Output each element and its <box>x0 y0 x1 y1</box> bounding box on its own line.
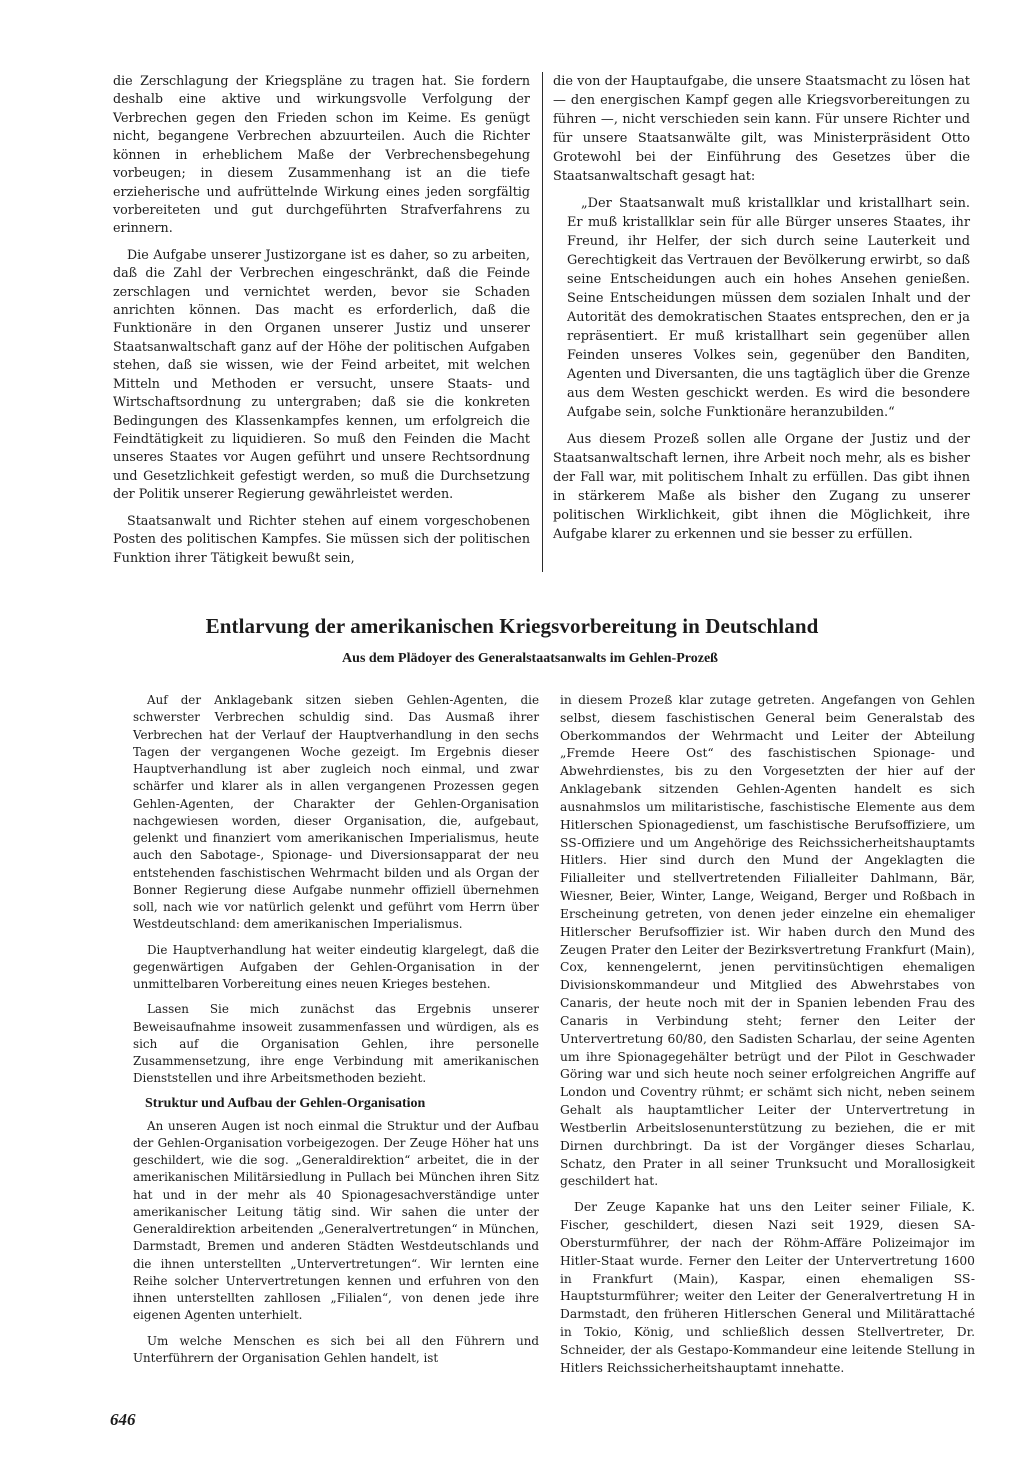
article-left-column <box>133 692 539 1375</box>
block-quote: „Der Staatsanwalt muß kristallklar und kristallhart sein. Er muß kristallklar sein für alle Bürger unseres Staates, ihr Freund, ihr Helfer, der sich durch seine Lauterkeit und Gerechtigkeit das Vertrauen der Bevölkerung erwirbt, so daß seine Entscheidungen auch ein hohes Ansehen genießen. Seine Entscheidungen müssen dem sozialen Inhalt und der Autorität des demokratischen Staates entsprechen, den er ja repräsentiert. Er muß kristallhart sein gegenüber allen Feinden unseres Volkes sein, gegenüber den Banditen, Agenten und Diversanten, die uns tagtäglich über die Grenze aus dem Westen geschickt werden. Es wird die besondere Aufgabe sein, solche Funktionäre heranzubilden.“ <box>567 196 970 420</box>
article-title: Entlarvung der amerikanischen Kriegsvorbereitung in Deutschland <box>205 614 819 638</box>
paragraph: Aus diesem Prozeß sollen alle Organe der Justiz und der Staatsanwaltschaft lernen, ihre Arbeit noch mehr, als es bisher der Fall war, mit politischem Inhalt zu erfüllen. Das gibt ihnen in stärkerem Maße als bisher den Zugang zu unserer politischen Wirklichkeit, gibt ihnen die Möglichkeit, ihre Aufgabe klarer zu erkennen und sie besser zu erfüllen. <box>553 432 970 542</box>
paragraph: Die Aufgabe unserer Justizorgane ist es daher, so zu arbeiten, daß die Zahl der Verbrechen eingeschränkt, daß die Feinde zerschlagen und vernichtet werden, bevor sie Schaden anrichten können. Das macht es erforderlich, daß die Funktionäre in den Organen unserer Justiz und unserer Staatsanwaltschaft ganz auf der Höhe der politischen Aufgaben stehen, daß sie wissen, wie der Feind arbeitet, mit welchen Mitteln und Methoden er versucht, unsere Staats- und Wirtschaftsordnung zu untergraben; daß sie die konkreten Bedingungen des Klassenkampfes kennen, um erfolgreich die Feindtätigkeit zu liquidieren. So muß den Feinden die Macht unseres Staates vor Augen geführt und unsere Rechtsordnung und Gesetzlichkeit gefestigt werden, so muß die Durchsetzung der Politik unserer Regierung gewährleistet werden. <box>113 246 530 502</box>
page-number: 646 <box>110 1410 136 1429</box>
paragraph: An unseren Augen ist noch einmal die Struktur und der Aufbau der Gehlen-Organisation vorbeigezogen. Der Zeuge Höher hat uns geschildert, wie die sog. „Generaldirektion“ arbeitet, die in der amerikanischen Militärsiedlung in Pullach bei München ihren Sitz hat und in der mehr als 40 Spionagesachverständige unter amerikanischer Leitung tätig sind. Wir sahen die unter der Generaldirektion arbeitenden „Generalvertretungen“ in München, Darmstadt, Bremen und anderen Städten Westdeutschlands und die ihnen unterstellten „Untervertretungen“. Wir lernten eine Reihe solcher Untervertretungen kennen und erfuhren von den ihnen unterstellten zahllosen „Filialen“, von denen jede ihre eigenen Agenten unterhielt. <box>133 1118 539 1323</box>
top-left-column <box>113 72 530 575</box>
top-right-column <box>553 72 970 552</box>
paragraph: die Zerschlagung der Kriegspläne zu tragen hat. Sie fordern deshalb eine aktive und wirkungsvolle Verfolgung der Verbrechen gegen den Frieden schon im Keime. Es genügt nicht, begangene Verbrechen abzuurteilen. Auch die Richter können in erheblichem Maße der Verbrechensbegehung vorbeugen; in diesem Zusammenhang ist an die tiefe erzieherische und aufrüttelnde Wirkung eines jeden sorgfältig vorbereiteten und gut durchgeführten Strafverfahrens zu erinnern. <box>113 73 530 236</box>
column-divider <box>542 72 543 572</box>
section-heading: Struktur und Aufbau der Gehlen-Organisation <box>145 1095 426 1111</box>
paragraph: Auf der Anklagebank sitzen sieben Gehlen-Agenten, die schwerster Verbrechen schuldig sind. Das Ausmaß ihrer Verbrechen hat der Verlauf der Hauptverhandlung in den sechs Tagen der vergangenen Woche gezeigt. Im Ergebnis dieser Hauptverhandlung ist aber zugleich noch einmal, und zwar schärfer und klarer als in allen vergangenen Prozessen gegen Gehlen-Agenten, der Charakter der Gehlen-Organisation nachgewiesen worden, dieser Organisation, die, aufgebaut, gelenkt und finanziert vom amerikanischen Imperialismus, heute auch den Sabotage-, Spionage- und Diversionsapparat der neu entstehenden faschistischen Wehrmacht bilden und als Organ der Bonner Regierung diese Aufgabe nunmehr offiziell übernehmen soll, nach wie vor natürlich gelenkt und geführt vom Herrn über Westdeutschland: dem amerikanischen Imperialismus. <box>133 693 539 932</box>
paragraph: Lassen Sie mich zunächst das Ergebnis unserer Beweisaufnahme insoweit zusammenfassen und würdigen, als es sich auf die Organisation Gehlen, ihre personelle Zusammensetzung, ihre enge Verbindung mit amerikanischen Dienststellen und ihre Arbeitsmethoden bezieht. <box>133 1002 539 1086</box>
paragraph: die von der Hauptaufgabe, die unsere Staatsmacht zu lösen hat — den energischen Kampf gegen alle Kriegsvorbereitungen zu führen —, nicht verschieden sein kann. Für unsere Richter und für unsere Staatsanwälte gilt, was Ministerpräsident Otto Grotewohl bei der Einführung des Gesetzes über die Staatsanwaltschaft gesagt hat: <box>553 74 970 184</box>
paragraph: Um welche Menschen es sich bei all den Führern und Unterführern der Organisation Gehlen handelt, ist <box>133 1333 539 1365</box>
article-right-column <box>560 692 975 1385</box>
paragraph: Staatsanwalt und Richter stehen auf einem vorgeschobenen Posten des politischen Kampfes. Sie müssen sich der politischen Funktion ihrer Tätigkeit bewußt sein, <box>113 512 530 565</box>
paragraph: Die Hauptverhandlung hat weiter eindeutig klargelegt, daß die gegenwärtigen Aufgaben der Gehlen-Organisation in der unmittelbaren Vorbereitung eines neuen Krieges bestehen. <box>133 942 539 991</box>
paragraph: Der Zeuge Kapanke hat uns den Leiter seiner Filiale, K. Fischer, geschildert, diesen Nazi seit 1929, diesen SA-Obersturmführer, der nach der Röhm-Affäre Polizeimajor im Hitler-Staat wurde. Ferner den Leiter der Untervertretung 1600 in Frankfurt (Main), Kaspar, einen ehemaligen SS-Hauptsturmführer; weiter den Leiter der Generalvertretung H in Darmstadt, den früheren Hitlerschen General und Militärattaché in Tokio, König, und schließlich dessen Stellvertreter, Dr. Schneider, der als Gestapo-Kommandeur eine leitende Stellung in Hitlers Reichssicherheitshauptamt innehatte. <box>560 1200 975 1375</box>
paragraph: in diesem Prozeß klar zutage getreten. Angefangen von Gehlen selbst, diesem faschistischen General beim Generalstab des Oberkommandos der Wehrmacht und Leiter der Abteilung „Fremde Heere Ost“ des faschistischen Spionage- und Abwehrdienstes, bis zu den Vorgesetzten der hier auf der Anklagebank sitzenden Gehlen-Agenten handelt es sich ausnahmslos um militaristische, faschistische Elemente aus dem Hitlerschen Spionagedienst, um faschistische Berufsoffiziere, um SS-Offiziere und um Angehörige des Reichssicherheitshauptamts Hitlers. Hier sind durch den Mund der Angeklagten die Filialleiter und stellvertretenden Filialleiter Dahlmann, Bär, Wiesner, Beier, Winter, Lange, Weigand, Berger und Roßbach in Erscheinung getreten, von denen jeder einzelne ein ehemaliger Hitlerscher Berufsoffizier ist. Wir haben durch den Mund des Zeugen Prater den Leiter der Bezirksvertretung Frankfurt (Main), Cox, kennengelernt, jenen pervitinsüchtigen ehemaligen Divisionskommandeur und Mitglied des Abwehrstabes von Canaris, der heute noch mit der in Spanien lebenden Frau des Canaris in Verbindung steht; ferner den Leiter der Untervertretung 60/80, den Sadisten Scharlau, der seine Agenten um ihre Spionagegehälter betrügt und der Pilot in Geschwader Göring war und sich heute noch seiner erfolgreichen Angriffe auf London und Coventry rühmt; er schämt sich nicht, neben seinem Gehalt als hauptamtlicher Leiter der Untervertretung in Westberlin Arbeitslosenunterstützung zu beziehen, die er mit Dirnen durchbringt. Da ist der Vorgänger dieses Scharlau, Schatz, den Prater in all seiner Trunksucht und Morallosigkeit geschildert hat. <box>560 693 975 1189</box>
article-subtitle: Aus dem Plädoyer des Generalstaatsanwalts im Gehlen-Prozeß <box>342 651 718 666</box>
